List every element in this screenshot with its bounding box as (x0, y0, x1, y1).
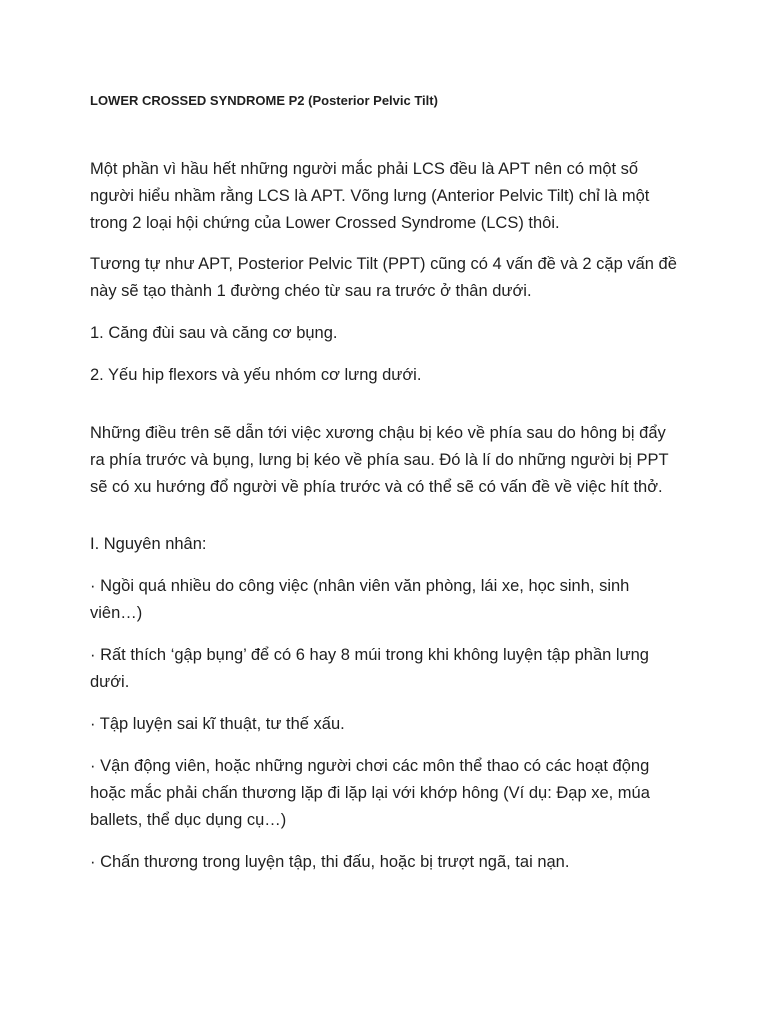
text-line: ra phía trước và bụng, lưng bị kéo về phía sau. Đó là lí do những người bị PPT (90, 451, 669, 469)
paragraph-intro (90, 156, 649, 237)
bullet-item (90, 711, 345, 738)
document-title: LOWER CROSSED SYNDROME P2 (Posterior Pelvic Tilt) (90, 93, 438, 108)
text-line: 1. Căng đùi sau và căng cơ bụng. (90, 324, 338, 342)
text-line: sẽ có xu hướng đổ người về phía trước và có thể sẽ có vấn đề về việc hít thở. (90, 478, 663, 496)
text-line: ballets, thể dục dụng cụ…) (90, 811, 287, 829)
text-line: Tương tự như APT, Posterior Pelvic Tilt (PPT) cũng có 4 vấn đề và 2 cặp vấn đề (90, 255, 677, 273)
text-line: I. Nguyên nhân: (90, 535, 207, 553)
text-line: Một phần vì hầu hết những người mắc phải LCS đều là APT nên có một số (90, 160, 639, 178)
text-line: dưới. (90, 673, 130, 691)
bullet-item (90, 642, 649, 696)
text-line: · Tập luyện sai kĩ thuật, tư thế xấu. (90, 715, 345, 733)
text-line: Những điều trên sẽ dẫn tới việc xương chậu bị kéo về phía sau do hông bị đẩy (90, 424, 666, 442)
text-line: · Ngồi quá nhiều do công việc (nhân viên văn phòng, lái xe, học sinh, sinh (90, 577, 630, 595)
paragraph-ppt (90, 251, 677, 305)
text-line: viên…) (90, 604, 143, 622)
list-item-2 (90, 362, 421, 389)
text-line: · Chấn thương trong luyện tập, thi đấu, hoặc bị trượt ngã, tai nạn. (90, 853, 570, 871)
text-line: · Rất thích ‘gập bụng’ để có 6 hay 8 múi trong khi không luyện tập phần lưng (90, 646, 649, 664)
bullet-item (90, 753, 650, 834)
section-heading-causes (90, 531, 207, 558)
bullet-item (90, 849, 569, 876)
bullet-item (90, 573, 629, 627)
text-line: trong 2 loại hội chứng của Lower Crossed Syndrome (LCS) thôi. (90, 214, 560, 232)
text-line: hoặc mắc phải chấn thương lặp đi lặp lại với khớp hông (Ví dụ: Đạp xe, múa (90, 784, 650, 802)
text-line: 2. Yếu hip flexors và yếu nhóm cơ lưng dưới. (90, 366, 422, 384)
text-line: · Vận động viên, hoặc những người chơi các môn thể thao có các hoạt động (90, 757, 650, 775)
text-line: này sẽ tạo thành 1 đường chéo từ sau ra trước ở thân dưới. (90, 282, 532, 300)
paragraph-consequence (90, 420, 669, 501)
text-line: người hiểu nhầm rằng LCS là APT. Võng lưng (Anterior Pelvic Tilt) chỉ là một (90, 187, 650, 205)
list-item-1 (90, 320, 337, 347)
